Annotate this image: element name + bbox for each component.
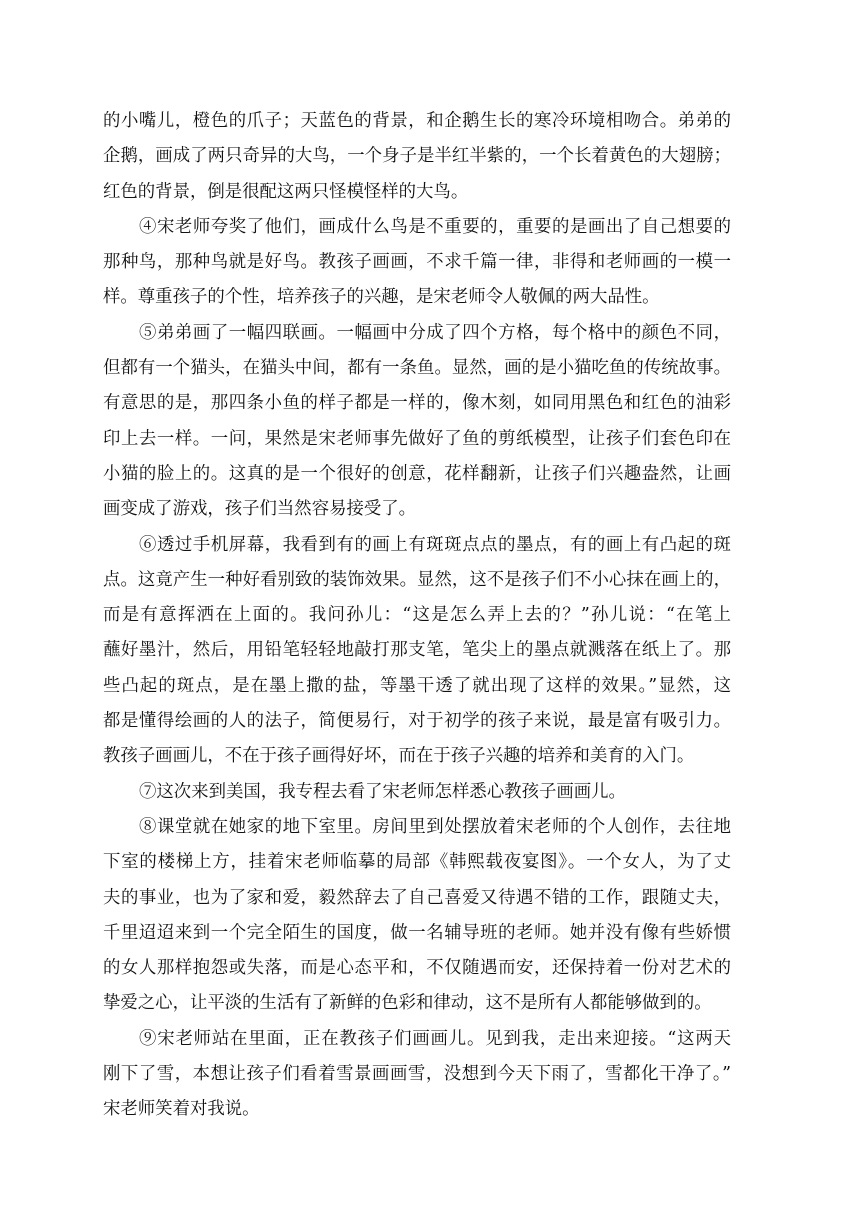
text-line: 画变成了游戏，孩子们当然容易接受了。 (103, 499, 417, 520)
text-line: 蘸好墨汁，然后，用铅笔轻轻地敲打那支笔，笔尖上的墨点就溅落在纸上了。那 (103, 640, 731, 661)
paragraph-6 (103, 528, 731, 775)
text-line: 的女人那样抱怨或失落，而是心态平和，不仅随遇而安，还保持着一份对艺术的 (103, 958, 731, 979)
paragraph-5 (103, 316, 731, 528)
article-body (103, 104, 731, 1128)
text-line: 红色的背景，倒是很配这两只怪模怪样的大鸟。 (103, 181, 469, 202)
paragraph-3-continuation (103, 104, 731, 210)
text-line: 千里迢迢来到一个完全陌生的国度，做一名辅导班的老师。她并没有像有些娇惯 (103, 922, 731, 943)
text-line: 些凸起的斑点，是在墨上撒的盐，等墨干透了就出现了这样的效果。”显然，这 (103, 675, 731, 696)
paragraph-8 (103, 810, 731, 1022)
text-line: 小猫的脸上的。这真的是一个很好的创意，花样翻新，让孩子们兴趣盎然，让画 (103, 463, 731, 484)
text-line: ⑤弟弟画了一幅四联画。一幅画中分成了四个方格，每个格中的颜色不同， (139, 322, 731, 343)
text-line: 印上去一样。一问，果然是宋老师事先做好了鱼的剪纸模型，让孩子们套色印在 (103, 428, 731, 449)
text-line: 企鹅，画成了两只奇异的大鸟，一个身子是半红半紫的，一个长着黄色的大翅膀； (103, 146, 731, 167)
text-line: 样。尊重孩子的个性，培养孩子的兴趣，是宋老师令人敬佩的两大品性。 (103, 287, 660, 308)
text-line: ⑥透过手机屏幕，我看到有的画上有斑斑点点的墨点，有的画上有凸起的斑 (139, 534, 731, 555)
text-line: ⑦这次来到美国，我专程去看了宋老师怎样悉心教孩子画画儿。 (139, 781, 626, 802)
text-line: 宋老师笑着对我说。 (103, 1099, 260, 1120)
text-line: 点。这竟产生一种好看别致的装饰效果。显然，这不是孩子们不小心抹在画上的， (103, 569, 731, 590)
text-line: ④宋老师夸奖了他们，画成什么鸟是不重要的，重要的是画出了自己想要的 (139, 216, 731, 237)
text-line: 下室的楼梯上方，挂着宋老师临摹的局部《韩熙载夜宴图》。一个女人，为了丈 (103, 852, 731, 873)
text-line: 刚下了雪，本想让孩子们看着雪景画画雪，没想到今天下雨了，雪都化干净了。” (103, 1064, 731, 1085)
paragraph-7 (103, 775, 731, 810)
text-line: 教孩子画画儿，不在于孩子画得好坏，而在于孩子兴趣的培养和美育的入门。 (103, 746, 695, 767)
text-line: 夫的事业，也为了家和爱，毅然辞去了自己喜爱又待遇不错的工作，跟随丈夫， (103, 887, 731, 908)
text-line: 都是懂得绘画的人的法子，简便易行，对于初学的孩子来说，最是富有吸引力。 (103, 711, 731, 732)
text-line: 那种鸟，那种鸟就是好鸟。教孩子画画，不求千篇一律，非得和老师画的一模一 (103, 252, 731, 273)
text-line: ⑨宋老师站在里面，正在教孩子们画画儿。见到我，走出来迎接。“这两天 (139, 1028, 731, 1049)
paragraph-4 (103, 210, 731, 316)
text-line: 但都有一个猫头，在猫头中间，都有一条鱼。显然，画的是小猫吃鱼的传统故事。 (103, 358, 731, 379)
text-line: 的小嘴儿，橙色的爪子；天蓝色的背景，和企鹅生长的寒冷环境相吻合。弟弟的 (103, 111, 731, 131)
paragraph-9 (103, 1022, 731, 1128)
text-line: ⑧课堂就在她家的地下室里。房间里到处摆放着宋老师的个人创作，去往地 (139, 816, 731, 837)
text-line: 有意思的是，那四条小鱼的样子都是一样的，像木刻，如同用黑色和红色的油彩 (103, 393, 731, 414)
text-line: 而是有意挥洒在上面的。我问孙儿：“这是怎么弄上去的？”孙儿说：“在笔上 (103, 605, 731, 626)
text-line: 挚爱之心，让平淡的生活有了新鲜的色彩和律动，这不是所有人都能够做到的。 (103, 993, 712, 1014)
